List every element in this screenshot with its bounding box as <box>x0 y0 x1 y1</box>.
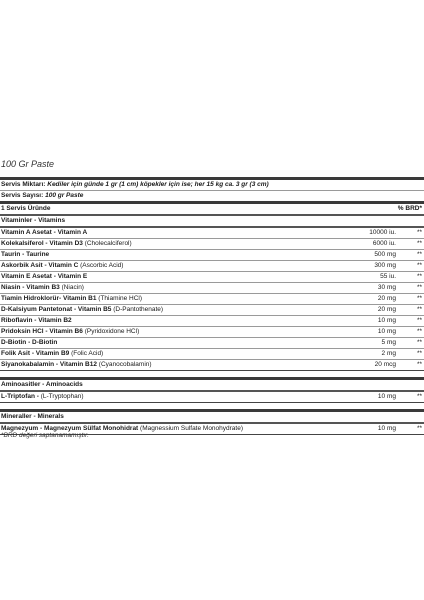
nutrient-row <box>0 305 424 315</box>
serving-count-value: 100 gr Paste <box>45 192 84 199</box>
nutrient-row <box>0 228 424 238</box>
section-heading-label: Mineraller - Minerals <box>1 413 64 420</box>
nutrient-amount: 10 mg <box>377 425 396 432</box>
nutrient-row <box>0 360 424 370</box>
section-heading-label: Vitaminler - Vitamins <box>1 217 66 224</box>
nutrient-row <box>0 239 424 249</box>
serving-size-value: Kediler için günde 1 gr (1 cm) köpekler için ise; her 15 kg ca. 3 gr (3 cm) <box>47 181 269 188</box>
nutrient-name: Kolekalsiferol - Vitamin D3 <box>1 240 83 247</box>
serving-count-label: Servis Sayısı: <box>1 192 44 199</box>
nutrient-brd: ** <box>416 317 422 324</box>
nutrient-name: Taurin - Taurine <box>1 251 50 258</box>
nutrient-amount: 10000 iu. <box>369 229 396 236</box>
nutrient-row <box>0 392 424 402</box>
nutrient-row <box>0 272 424 282</box>
nutrient-name: Tiamin Hidroklorür- Vitamin B1 <box>1 295 97 302</box>
nutrient-amount: 30 mg <box>377 284 396 291</box>
nutrient-brd: ** <box>416 229 422 236</box>
nutrient-alt-name: (Magnessium Sulfate Monohydrate) <box>140 425 244 432</box>
nutrient-amount: 10 mg <box>377 317 396 324</box>
nutrient-name: Siyanokabalamin - Vitamin B12 <box>1 361 97 368</box>
nutrient-amount: 20 mcg <box>374 361 396 368</box>
nutrient-alt-name: (Cyanocobalamin) <box>98 361 152 368</box>
nutrient-brd: ** <box>416 393 422 400</box>
nutrient-amount: 20 mg <box>377 306 396 313</box>
nutrient-name: Pridoksin HCl - Vitamin B6 <box>1 328 83 335</box>
nutrient-alt-name: (Cholecalciferol) <box>84 240 132 247</box>
nutrient-amount: 300 mg <box>374 262 396 269</box>
nutrient-row <box>0 250 424 260</box>
nutrient-name: D-Biotin - D-Biotin <box>1 339 58 346</box>
nutrient-alt-name: (Folic Acid) <box>71 350 104 357</box>
nutrient-name: L-Triptofan - <box>1 393 39 400</box>
sections-container <box>0 216 424 435</box>
section-heading <box>0 216 424 226</box>
nutrient-brd: ** <box>416 240 422 247</box>
nutrient-brd: ** <box>416 262 422 269</box>
footnote: *BRD değeri saptanamamıştır. <box>1 432 89 439</box>
nutrient-name: Folik Asit - Vitamin B9 <box>1 350 70 357</box>
nutrient-row <box>0 327 424 337</box>
nutrient-alt-name: (Niacin) <box>61 284 84 291</box>
nutrient-brd: ** <box>416 425 422 432</box>
nutrient-name: Riboflavin - Vitamin B2 <box>1 317 72 324</box>
nutrient-name: Magnezyum - Magnezyum Sülfat Monohidrat <box>1 425 139 432</box>
nutrient-amount: 10 mg <box>377 328 396 335</box>
nutrient-name: Askorbik Asit - Vitamin C <box>1 262 79 269</box>
nutrient-row <box>0 294 424 304</box>
nutrient-row <box>0 349 424 359</box>
table-header-row <box>0 204 424 214</box>
nutrient-name: Vitamin A Asetat - Vitamin A <box>1 229 88 236</box>
nutrient-alt-name: (Pyridoxidone HCl) <box>84 328 140 335</box>
nutrient-amount: 55 iu. <box>380 273 396 280</box>
nutrient-brd: ** <box>416 328 422 335</box>
nutrient-brd: ** <box>416 251 422 258</box>
nutrient-row <box>0 338 424 348</box>
nutrient-name: Niasin - Vitamin B3 <box>1 284 60 291</box>
nutrient-brd: ** <box>416 361 422 368</box>
nutrient-amount: 6000 iu. <box>372 240 396 247</box>
nutrient-brd: ** <box>416 306 422 313</box>
serving-size-row <box>0 180 424 190</box>
nutrient-amount: 2 mg <box>381 350 396 357</box>
section-heading <box>0 412 424 422</box>
table-header-right: % BRD* <box>397 205 422 212</box>
serving-count-row <box>0 191 424 201</box>
section-heading-label: Aminoasitler - Aminoacids <box>1 381 83 388</box>
nutrient-amount: 20 mg <box>377 295 396 302</box>
product-title: 100 Gr Paste <box>1 159 55 169</box>
nutrient-row <box>0 283 424 293</box>
serving-size-label: Servis Miktarı: <box>1 181 46 188</box>
nutrient-name: D-Kalsiyum Pantetonat - Vitamin B5 <box>1 306 112 313</box>
nutrient-amount: 10 mg <box>377 393 396 400</box>
nutrient-row <box>0 316 424 326</box>
table-header-left: 1 Servis Üründe <box>1 205 51 212</box>
nutrient-amount: 500 mg <box>374 251 396 258</box>
nutrient-brd: ** <box>416 350 422 357</box>
nutrient-alt-name: (Thiamine HCl) <box>98 295 142 302</box>
supplement-facts-panel <box>0 177 424 435</box>
nutrient-brd: ** <box>416 273 422 280</box>
nutrient-alt-name: (L-Tryptophan) <box>40 393 84 400</box>
section-heading <box>0 380 424 390</box>
nutrient-name: Vitamin E Asetat - Vitamin E <box>1 273 88 280</box>
nutrient-alt-name: (Ascorbic Acid) <box>80 262 124 269</box>
nutrient-brd: ** <box>416 339 422 346</box>
nutrient-amount: 5 mg <box>381 339 396 346</box>
nutrient-brd: ** <box>416 295 422 302</box>
nutrient-row <box>0 261 424 271</box>
nutrient-alt-name: (D-Pantothenate) <box>113 306 164 313</box>
nutrient-brd: ** <box>416 284 422 291</box>
